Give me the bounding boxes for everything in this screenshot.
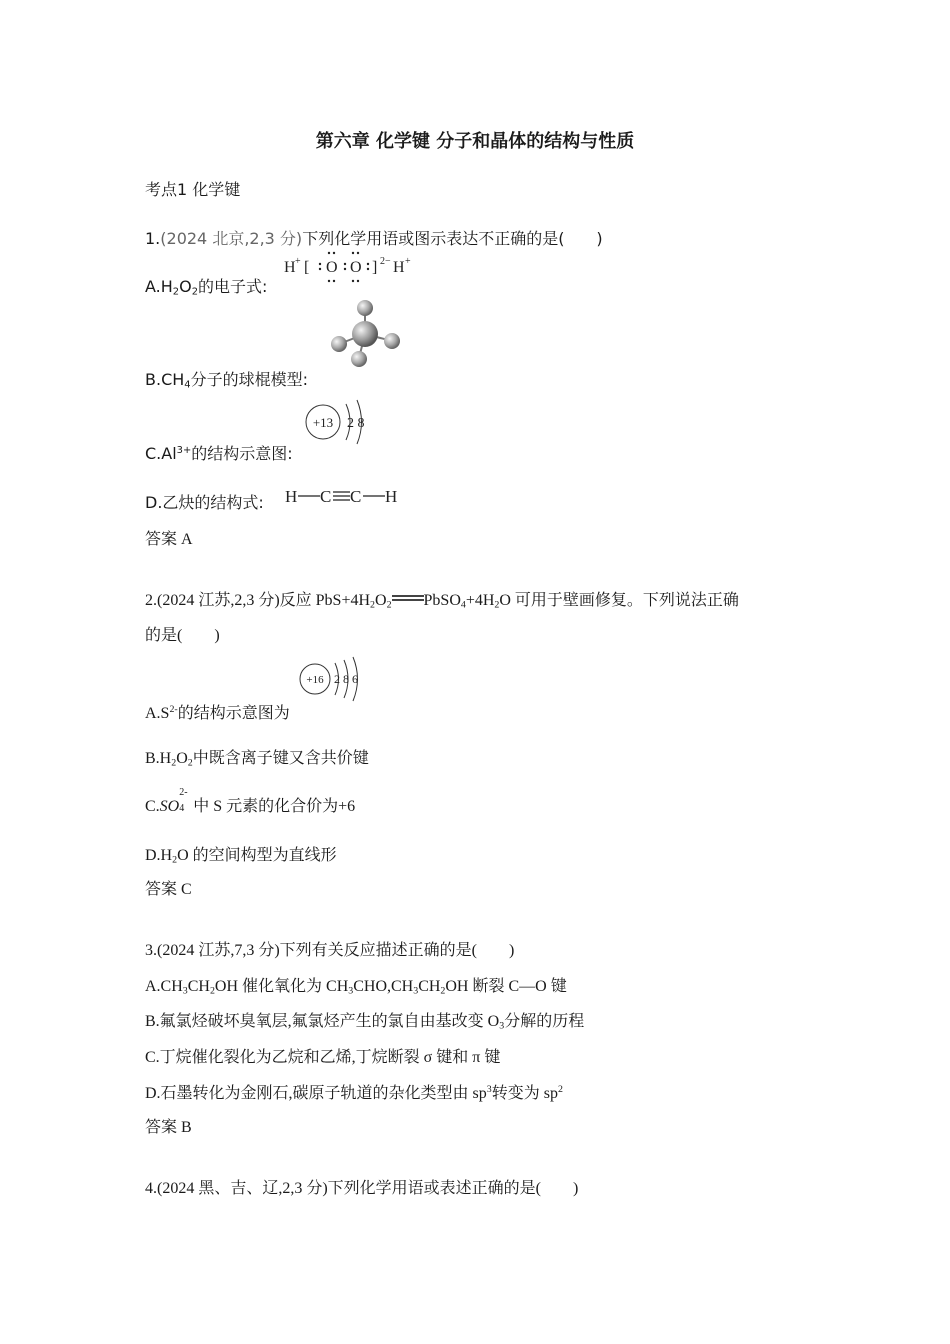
- q2-stem-1: 2.(2024 江苏,2,3 分)反应 PbS+4H: [145, 592, 371, 609]
- q3-d-sup1: 3: [486, 1084, 492, 1096]
- q1-stem: [145, 226, 603, 249]
- h-atom-left: [331, 336, 347, 352]
- dot-plus-left: +: [295, 256, 301, 267]
- q3-a-6: OH 断裂 C—O 键: [445, 978, 567, 995]
- q3-answer: 答案 B: [145, 1119, 192, 1136]
- q3-option-b: [145, 1008, 584, 1031]
- q3-d-sup2: 2: [557, 1084, 563, 1096]
- q2-option-d: [145, 842, 337, 865]
- q2-option-c: [145, 787, 356, 816]
- q1-a-sub2: 2: [191, 286, 198, 298]
- al3-structure-diagram: [302, 398, 372, 448]
- q3-b-text: B.氟氯烃破坏臭氧层,氟氯烃产生的氯自由基改变 O: [145, 1013, 500, 1030]
- q2-b-sub: 2: [171, 757, 177, 769]
- q3-option-a: [145, 973, 567, 996]
- s2-structure-diagram: [297, 655, 367, 705]
- q2-stem-4: +4H: [465, 592, 495, 609]
- dot-rbracket: ]: [372, 259, 378, 276]
- ch4-ball-stick-model: [325, 296, 405, 372]
- q1-a-text2: O: [179, 277, 192, 296]
- q1-a-text: A.H: [145, 277, 173, 296]
- q3-b-sub: 3: [499, 1020, 505, 1032]
- q2-c-sup: 2-: [179, 787, 188, 798]
- q2-stem-sub2: 2: [386, 599, 392, 611]
- q1-option-c: [145, 441, 293, 464]
- dot-o-2: O: [350, 259, 362, 276]
- s-shell-electrons: 2 8 6: [334, 672, 358, 686]
- q1-option-b: [145, 367, 308, 390]
- q1-a-text3: 的电子式:: [198, 277, 268, 296]
- q3-d-text2: 转变为 sp: [491, 1085, 558, 1102]
- reaction-equals-sign: [392, 595, 424, 601]
- al-nucleus-label: +13: [312, 415, 334, 430]
- q1-a-sub: 2: [172, 286, 180, 298]
- q1-option-a: [145, 274, 267, 297]
- dot-charge: 2−: [380, 256, 391, 267]
- q1-b-text: B.CH: [145, 370, 185, 389]
- acet-h-right: H: [385, 487, 398, 506]
- h-atom-right: [384, 333, 400, 349]
- q3-a-2: CH: [187, 978, 210, 995]
- page-title: 第六章 化学键 分子和晶体的结构与性质: [315, 131, 635, 152]
- q1-number: 1.: [145, 229, 161, 248]
- q3-option-c: C.丁烷催化裂化为乙烷和乙烯,丁烷断裂 σ 键和 π 键: [145, 1049, 501, 1066]
- q3-option-d: [145, 1080, 563, 1103]
- q2-a-text2: 的结构示意图为: [177, 705, 290, 722]
- section-heading: 考点1 化学键: [145, 180, 241, 199]
- q1-b-text2: 分子的球棍模型:: [190, 370, 308, 389]
- q3-a-1: A.CH: [145, 978, 183, 995]
- q1-option-d: D.乙炔的结构式:: [145, 493, 264, 512]
- q3-a-3: OH 催化氧化为 CH: [214, 978, 349, 995]
- q1-c-text: C.Al: [145, 444, 177, 463]
- q2-stem-5: O 可用于壁画修复。下列说法正确: [499, 592, 739, 609]
- dot-h-left: H: [284, 259, 296, 276]
- q1-b-sub: 4: [184, 379, 191, 391]
- q2-stem-sub1: 2: [370, 599, 375, 611]
- q2-d-text2: O 的空间构型为直线形: [177, 847, 337, 864]
- q3-a-sub1: 3: [182, 985, 188, 997]
- q1-answer: 答案 A: [145, 531, 193, 548]
- q2-stem-sub4: 2: [494, 599, 500, 611]
- q2-c-text: C.: [145, 798, 160, 815]
- c-atom: [352, 321, 378, 347]
- q2-option-b: [145, 745, 369, 768]
- q3-a-5: CH: [418, 978, 441, 995]
- acet-h-left: H: [285, 487, 298, 506]
- dot-h-right: H: [393, 259, 405, 276]
- q3-stem: 3.(2024 江苏,7,3 分)下列有关反应描述正确的是( ): [145, 942, 515, 959]
- q3-d-text: D.石墨转化为金刚石,碳原子轨道的杂化类型由 sp: [145, 1085, 487, 1102]
- s-nucleus-label: +16: [306, 674, 324, 686]
- q2-c-stack: [179, 787, 188, 814]
- q2-stem-2: O: [375, 592, 387, 609]
- q2-d-text: D.H: [145, 847, 173, 864]
- q2-b-sub2: 2: [187, 757, 193, 769]
- q2-stem-line2: 的是( ): [145, 627, 220, 644]
- q3-a-sub2: 2: [209, 985, 215, 997]
- q4-stem: 4.(2024 黑、吉、辽,2,3 分)下列化学用语或表述正确的是( ): [145, 1180, 579, 1197]
- dot-plus-right: +: [405, 256, 411, 267]
- dot-lbracket: [: [304, 259, 310, 276]
- q2-answer: 答案 C: [145, 881, 192, 898]
- q1-c-sup: 3+: [176, 445, 192, 457]
- q2-c-text2: 中 S 元素的化合价为+6: [193, 798, 356, 815]
- q2-b-text3: 中既含离子键又含共价键: [192, 750, 369, 767]
- q3-a-sub4: 3: [413, 985, 419, 997]
- q3-a-sub5: 2: [440, 985, 446, 997]
- q3-a-sub3: 3: [348, 985, 354, 997]
- acet-c-left: C: [320, 487, 332, 506]
- q3-a-4: CHO,CH: [353, 978, 414, 995]
- acetylene-structural-formula: [283, 484, 405, 508]
- h-atom-bottom: [351, 351, 367, 367]
- q1-source: (2024 北京,2,3 分): [160, 229, 303, 248]
- acet-bonds: [298, 492, 385, 500]
- q2-option-a: [145, 700, 290, 723]
- q1-c-text2: 的结构示意图:: [191, 444, 293, 463]
- q3-b-text2: 分解的历程: [504, 1013, 585, 1030]
- al-shell-electrons: 2 8: [347, 416, 365, 431]
- q1-stem-text: 下列化学用语或图示表达不正确的是( ): [302, 229, 603, 248]
- q2-c-sub: 4: [179, 803, 185, 814]
- acet-c-right: C: [350, 487, 362, 506]
- q2-stem-3: PbSO: [423, 592, 461, 609]
- q2-b-text2: O: [176, 750, 188, 767]
- q2-a-sup: 2-: [169, 704, 178, 716]
- q2-stem-sub3: 4: [460, 599, 466, 611]
- dot-o-1: O: [326, 259, 338, 276]
- q2-c-sulfate: SO: [159, 798, 180, 815]
- h-atom-top: [357, 300, 373, 316]
- q2-d-sub: 2: [172, 854, 178, 866]
- q2-a-text: A.S: [145, 705, 170, 722]
- q2-stem: [145, 587, 739, 610]
- q2-b-text: B.H: [145, 750, 172, 767]
- h2o2-electron-formula: [280, 248, 420, 288]
